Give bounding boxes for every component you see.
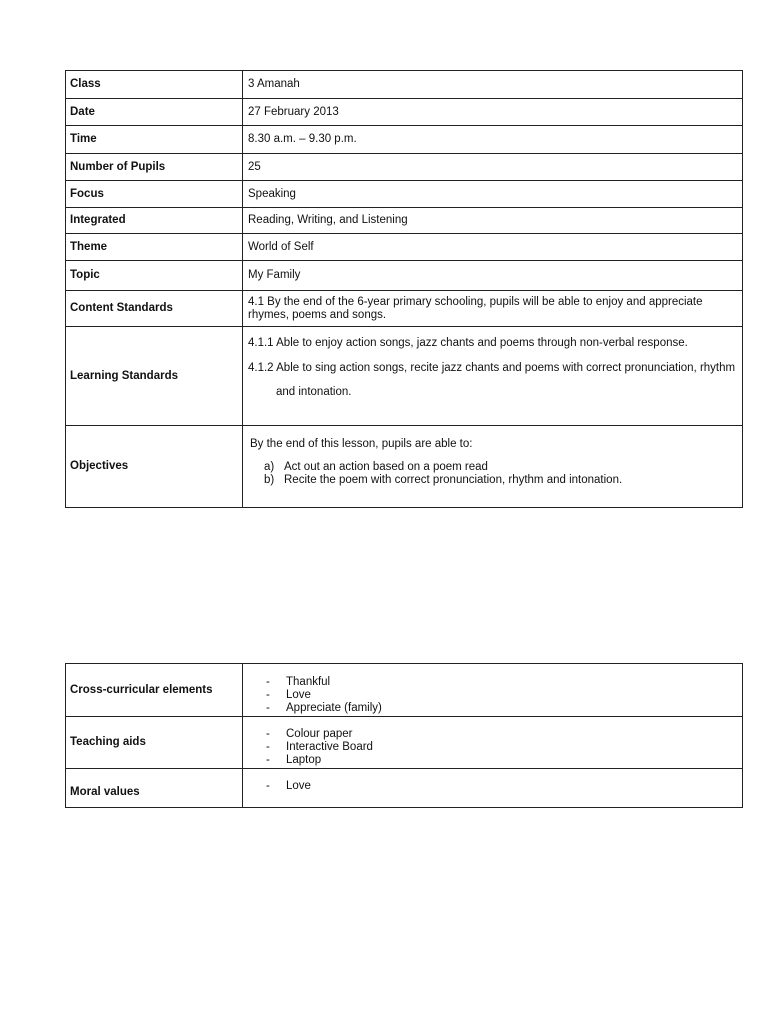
objectives-value	[243, 426, 743, 508]
focus-value: Speaking	[243, 181, 743, 208]
bullet-dash: -	[266, 702, 270, 714]
lesson-details-table	[65, 70, 743, 508]
time-value: 8.30 a.m. – 9.30 p.m.	[243, 126, 743, 154]
objective-item	[250, 461, 742, 474]
bullet-dash: -	[266, 689, 270, 701]
class-value: 3 Amanah	[243, 71, 743, 99]
list-item	[248, 780, 742, 793]
list-item-text: Love	[286, 689, 311, 701]
content-standards-line-1: 4.1 By the end of the 6-year primary schooling, pupils will be able to enjoy and appreciate	[248, 295, 703, 308]
row-moral-values	[66, 769, 743, 808]
date-value: 27 February 2013	[243, 99, 743, 126]
objective-marker: b)	[264, 474, 275, 486]
learning-standard-2: 4.1.2 Able to sing action songs, recite jazz chants and poems with correct pronunciation, rhythm	[248, 362, 736, 374]
focus-label: Focus	[66, 181, 243, 208]
learning-standards-label: Learning Standards	[66, 327, 243, 426]
list-item	[248, 741, 742, 754]
list-item-text: Laptop	[286, 754, 322, 766]
list-item	[248, 689, 742, 702]
content-standards-line-2: rhymes, poems and songs.	[248, 308, 387, 321]
content-standards-value	[243, 291, 743, 327]
cross-curricular-label: Cross-curricular elements	[66, 664, 243, 717]
list-item-text: Appreciate (family)	[286, 702, 382, 714]
list-item-text: Interactive Board	[286, 741, 373, 753]
list-item-text: Thankful	[286, 676, 331, 688]
class-label: Class	[66, 71, 243, 99]
topic-value: My Family	[243, 261, 743, 291]
row-topic	[66, 261, 743, 291]
bullet-dash: -	[266, 676, 270, 688]
objective-text: Act out an action based on a poem read	[284, 461, 488, 473]
row-content-standards	[66, 291, 743, 327]
list-item	[248, 728, 742, 741]
pupils-label: Number of Pupils	[66, 154, 243, 181]
bullet-dash: -	[266, 780, 270, 792]
bullet-dash: -	[266, 728, 270, 740]
row-integrated	[66, 208, 743, 234]
objective-item	[250, 474, 742, 487]
row-theme	[66, 234, 743, 261]
theme-value: World of Self	[243, 234, 743, 261]
integrated-label: Integrated	[66, 208, 243, 234]
teaching-aids-label: Teaching aids	[66, 717, 243, 769]
row-learning-standards	[66, 327, 743, 426]
integrated-value: Reading, Writing, and Listening	[243, 208, 743, 234]
pupils-value: 25	[243, 154, 743, 181]
list-item	[248, 754, 742, 767]
row-date	[66, 99, 743, 126]
learning-standard-2-continuation: and intonation.	[276, 386, 352, 398]
row-teaching-aids	[66, 717, 743, 769]
time-label: Time	[66, 126, 243, 154]
objective-marker: a)	[264, 461, 275, 473]
teaching-aids-value	[243, 717, 743, 769]
row-pupils	[66, 154, 743, 181]
list-item-text: Colour paper	[286, 728, 353, 740]
learning-standards-value	[243, 327, 743, 426]
bullet-dash: -	[266, 741, 270, 753]
learning-standard-1: 4.1.1 Able to enjoy action songs, jazz chants and poems through non-verbal response.	[248, 337, 688, 349]
topic-label: Topic	[66, 261, 243, 291]
lesson-elements-table	[65, 663, 743, 808]
theme-label: Theme	[66, 234, 243, 261]
moral-values-label: Moral values	[66, 769, 243, 808]
row-cross-curricular	[66, 664, 743, 717]
list-item	[248, 676, 742, 689]
bullet-dash: -	[266, 754, 270, 766]
list-item	[248, 702, 742, 715]
moral-values-value	[243, 769, 743, 808]
cross-curricular-value	[243, 664, 743, 717]
list-item-text: Love	[286, 780, 311, 792]
objective-text: Recite the poem with correct pronunciation, rhythm and intonation.	[284, 474, 623, 486]
date-label: Date	[66, 99, 243, 126]
row-class	[66, 71, 743, 99]
content-standards-label: Content Standards	[66, 291, 243, 327]
row-time	[66, 126, 743, 154]
objectives-intro: By the end of this lesson, pupils are able to:	[250, 438, 473, 450]
row-focus	[66, 181, 743, 208]
row-objectives	[66, 426, 743, 508]
objectives-label: Objectives	[66, 426, 243, 508]
